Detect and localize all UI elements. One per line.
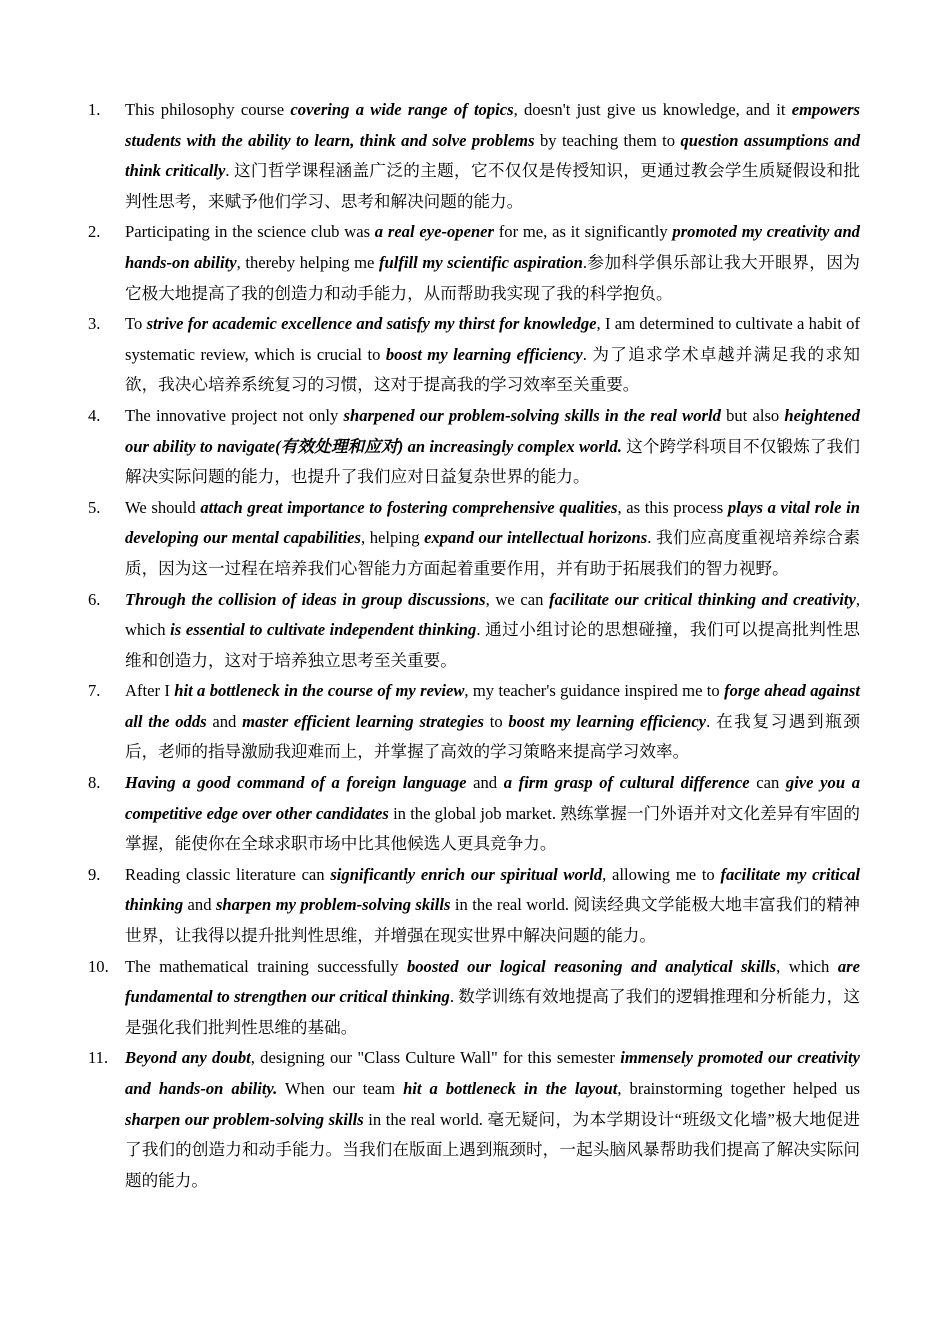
sentence-text: . 这门哲学课程涵盖广泛的主题，它不仅仅是传授知识，更通过教会学生质疑假设和批判性思考，来赋予他们学习、思考和解决问题的能力。 bbox=[125, 161, 860, 211]
sentence-text: We should bbox=[125, 497, 201, 517]
sentence-text: , as this process bbox=[617, 497, 728, 517]
key-phrase: Beyond any doubt bbox=[125, 1048, 251, 1068]
key-phrase: heightened our ability to navigate(有效处理和应对) an increasingly complex world. bbox=[125, 405, 860, 456]
key-phrase: are fundamental to strengthen our critical thinking bbox=[125, 956, 860, 1007]
sentence-text: , designing our "Class Culture Wall" for this semester bbox=[250, 1048, 621, 1068]
sentence-text: . 数学训练有效地提高了我们的逻辑推理和分析能力，这是强化我们批判性思维的基础。 bbox=[125, 987, 860, 1037]
sentence-text: and bbox=[183, 895, 216, 915]
key-phrase: Having a good command of a foreign language bbox=[125, 773, 467, 793]
item-number: 11. bbox=[88, 1048, 109, 1068]
key-phrase: facilitate my critical thinking bbox=[125, 864, 860, 915]
sentence-text: To bbox=[125, 314, 147, 334]
key-phrase: expand our intellectual horizons bbox=[424, 528, 648, 548]
sentence-text: The innovative project not only bbox=[125, 405, 344, 425]
key-phrase: boost my learning efficiency bbox=[385, 344, 583, 364]
sentence-text: , brainstorming together helped us bbox=[617, 1079, 860, 1098]
key-phrase: covering a wide range of topics bbox=[290, 100, 514, 119]
sentence-text: , I am determined to cultivate a habit of systematic review, which is crucial to bbox=[125, 314, 860, 364]
sentence-text: by teaching them to bbox=[534, 130, 681, 150]
sentence-text: When our team bbox=[277, 1079, 404, 1098]
key-phrase: significantly enrich our spiritual world bbox=[330, 864, 603, 884]
item-number: 8. bbox=[88, 773, 101, 793]
sentence-text: . 在我复习遇到瓶颈后，老师的指导激励我迎难而上，并掌握了高效的学习策略来提高学习效率。 bbox=[125, 711, 860, 762]
sentence-text: Participating in the science club was bbox=[125, 222, 375, 242]
list-item bbox=[88, 1043, 860, 1196]
sentence-text: . 为了追求学术卓越并满足我的求知欲，我决心培养系统复习的习惯，这对于提高我的学习效率至关重要。 bbox=[125, 344, 860, 395]
sentence-text: to bbox=[483, 711, 509, 731]
sentence-text: in the real world. 阅读经典文学能极大地丰富我们的精神世界，让我得以提升批判性思维，并增强在现实世界中解决问题的能力。 bbox=[125, 895, 860, 946]
sentence-text: for me, as it significantly bbox=[494, 222, 673, 242]
key-phrase: hit a bottleneck in the course of my review bbox=[174, 681, 465, 701]
key-phrase: immensely promoted our creativity and hands-on ability. bbox=[125, 1048, 860, 1098]
key-phrase: a firm grasp of cultural difference bbox=[503, 773, 750, 793]
item-number: 3. bbox=[88, 314, 101, 334]
sentence-text: in the global job market. 熟练掌握一门外语并对文化差异有牢固的掌握，能使你在全球求职市场中比其他候选人更具竞争力。 bbox=[125, 803, 861, 854]
key-phrase: attach great importance to fostering comprehensive qualities bbox=[200, 497, 618, 517]
sentence-text: and bbox=[466, 773, 504, 793]
item-number: 7. bbox=[88, 681, 101, 701]
list-item bbox=[88, 309, 860, 401]
list-item bbox=[88, 676, 860, 768]
sentence-text: , we can bbox=[485, 589, 550, 609]
sentence-text: . 我们应高度重视培养综合素质，因为这一过程在培养我们心智能力方面起着重要作用，并有助于拓展我们的智力视野。 bbox=[125, 528, 861, 578]
key-phrase: sharpened our problem-solving skills in the real world bbox=[343, 405, 721, 425]
item-number: 1. bbox=[88, 100, 101, 119]
list-item bbox=[88, 493, 860, 585]
list-item bbox=[88, 585, 860, 677]
sentence-text: , my teacher's guidance inspired me to bbox=[464, 681, 725, 701]
sentence-text: Reading classic literature can bbox=[125, 864, 331, 884]
key-phrase: promoted my creativity and hands-on ability bbox=[125, 222, 860, 272]
key-phrase: a real eye-opener bbox=[374, 222, 494, 242]
key-phrase: master efficient learning strategies bbox=[242, 711, 484, 731]
sentence-text: can bbox=[749, 773, 786, 793]
sentence-text: , thereby helping me bbox=[236, 252, 380, 272]
sentence-text: .参加科学俱乐部让我大开眼界，因为它极大地提高了我的创造力和动手能力，从而帮助我实现了我的科学抱负。 bbox=[125, 252, 861, 303]
sentence-text: . 通过小组讨论的思想碰撞，我们可以提高批判性思维和创造力，这对于培养独立思考至关重要。 bbox=[125, 620, 860, 670]
list-item bbox=[88, 401, 860, 493]
key-phrase: empowers students with the ability to learn, think and solve problems bbox=[125, 100, 860, 150]
key-phrase: boost my learning efficiency bbox=[508, 711, 707, 731]
key-phrase: hit a bottleneck in the layout bbox=[403, 1079, 618, 1098]
item-number: 2. bbox=[88, 222, 101, 242]
key-phrase: plays a vital role in developing our mental capabilities bbox=[125, 497, 860, 548]
sentence-text: , which bbox=[776, 956, 838, 976]
sentence-text: , which bbox=[125, 589, 860, 640]
key-phrase: Through the collision of ideas in group discussions bbox=[125, 589, 486, 609]
list-item bbox=[88, 768, 860, 860]
key-phrase: question assumptions and think critically bbox=[125, 130, 860, 181]
sentence-text: , allowing me to bbox=[602, 864, 721, 884]
sentence-text: This philosophy course bbox=[125, 100, 291, 119]
list-item bbox=[88, 860, 860, 952]
key-phrase: fulfill my scientific aspiration bbox=[379, 252, 583, 272]
key-phrase: is essential to cultivate independent thinking bbox=[170, 620, 477, 640]
list-item bbox=[88, 952, 860, 1044]
list-item bbox=[88, 95, 860, 217]
item-number: 9. bbox=[88, 864, 101, 884]
sentence-text: but also bbox=[720, 405, 785, 425]
key-phrase: boosted our logical reasoning and analytical skills bbox=[406, 956, 777, 976]
key-phrase: strive for academic excellence and satisfy my thirst for knowledge bbox=[146, 314, 597, 334]
key-phrase: facilitate our critical thinking and creativity bbox=[549, 589, 856, 609]
sentence-text: in the real world. 毫无疑问，为本学期设计“班级文化墙”极大地促进了我们的创造力和动手能力。当我们在版面上遇到瓶颈时，一起头脑风暴帮助我们提高了解决实际问题的能力。 bbox=[125, 1109, 860, 1190]
key-phrase: sharpen my problem-solving skills bbox=[215, 895, 451, 915]
sentence-text: The mathematical training successfully bbox=[125, 956, 407, 976]
sentence-text: 这个跨学科项目不仅锻炼了我们解决实际问题的能力，也提升了我们应对日益复杂世界的能力。 bbox=[125, 436, 860, 487]
key-phrase: sharpen our problem-solving skills bbox=[125, 1109, 364, 1129]
sentence-text: , helping bbox=[360, 528, 425, 548]
key-phrase: give you a competitive edge over other candidates bbox=[125, 773, 860, 823]
list-item bbox=[88, 217, 860, 309]
sentence-text: After I bbox=[125, 681, 175, 701]
item-number: 6. bbox=[88, 589, 101, 609]
sentence-text: and bbox=[206, 711, 243, 731]
item-number: 5. bbox=[88, 497, 101, 517]
sentence-text: , doesn't just give us knowledge, and it bbox=[513, 100, 792, 119]
sentence-list bbox=[88, 95, 860, 1196]
item-number: 4. bbox=[88, 405, 101, 425]
key-phrase: forge ahead against all the odds bbox=[125, 681, 861, 731]
item-number: 10. bbox=[88, 956, 109, 976]
